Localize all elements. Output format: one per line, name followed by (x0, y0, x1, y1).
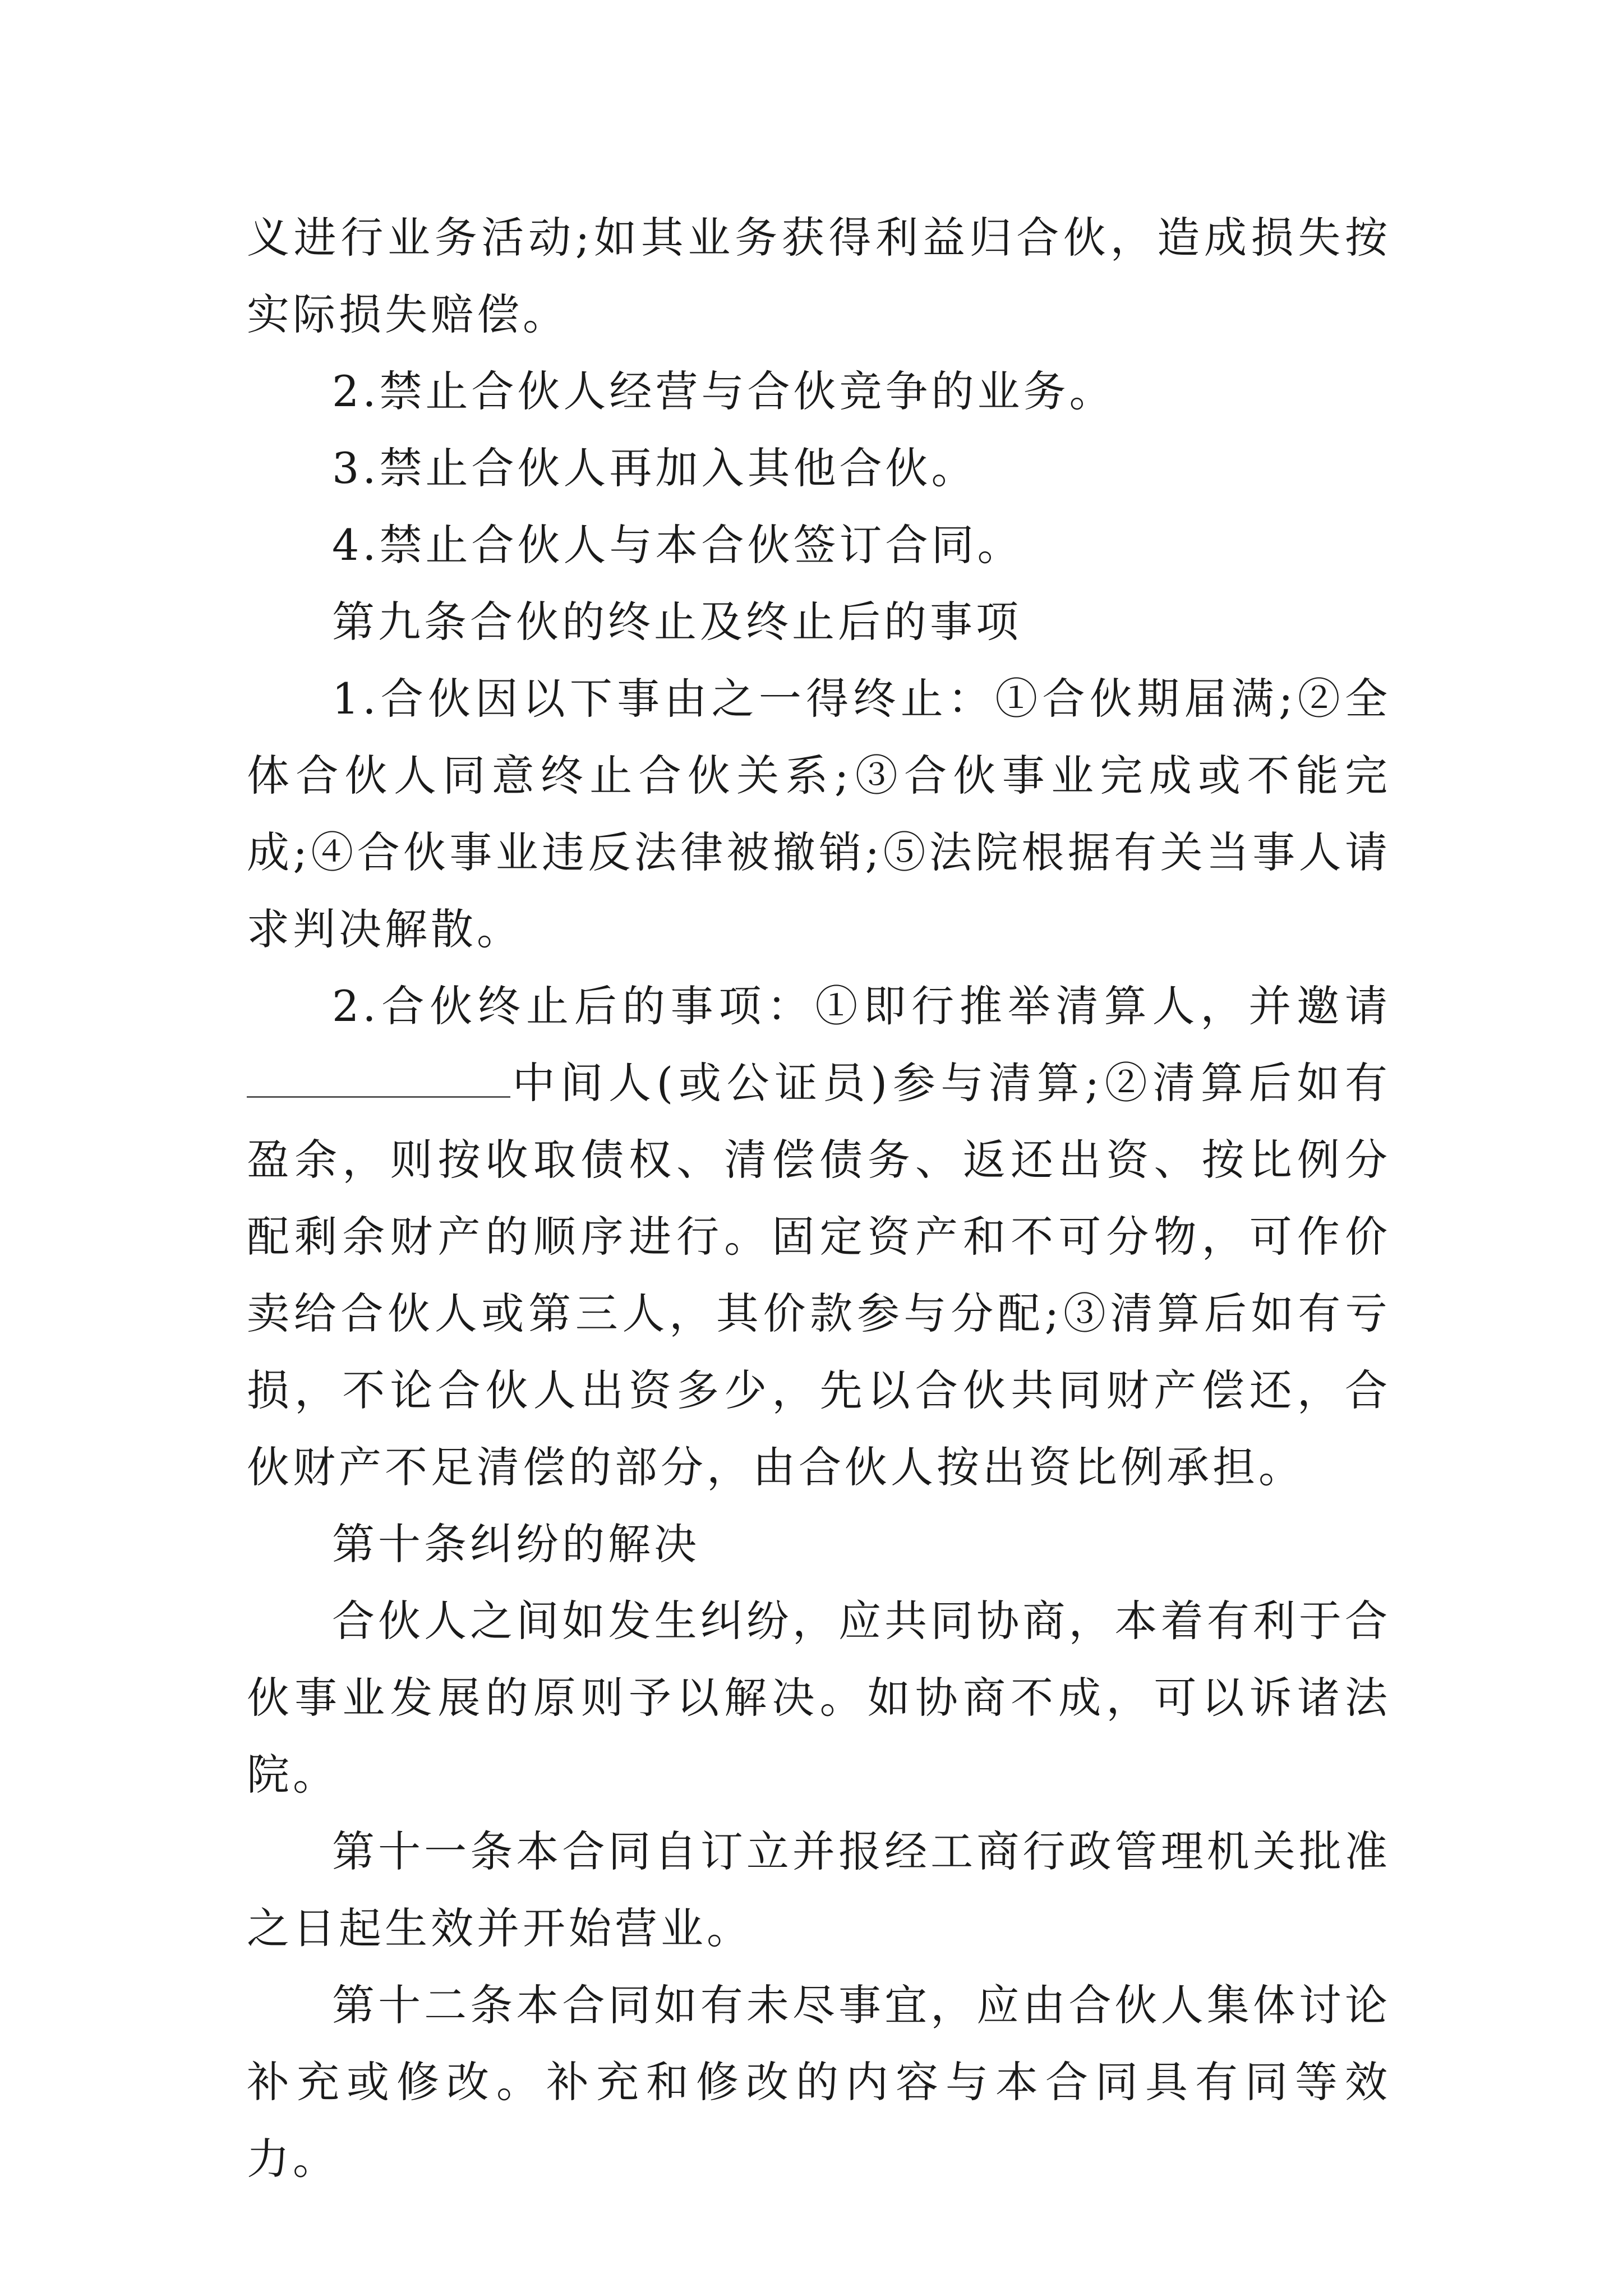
paragraph-article-11-effectiveness: 第十一条本合同自订立并报经工商行政管理机关批准之日起生效并开始营业。 (247, 1826, 1391, 1953)
document-body (247, 199, 1391, 2197)
paragraph-clause-2-no-competing-business: 2.禁止合伙人经营与合伙竞争的业务。 (332, 366, 1115, 416)
paragraph-post-termination-matters (247, 968, 1391, 1506)
fill-in-blank-line (247, 1091, 510, 1098)
paragraph-termination-causes: 1.合伙因以下事由之一得终止：①合伙期届满;②全体合伙人同意终止合伙关系;③合伙事业完成或不能完成;④合伙事业违反法律被撤销;⑤法院根据有关当事人请求判决解散。 (247, 674, 1391, 954)
post-termination-intro: 2.合伙终止后的事项：①即行推举清算人，并邀请 (332, 981, 1391, 1031)
post-termination-body: 中间人(或公证员)参与清算;②清算后如有盈余，则按收取债权、清偿债务、返还出资、按比例分配剩余财产的顺序进行。固定资产和不可分物，可作价卖给合伙人或第三人，其价款参与分配;③清算后如有亏损，不论合伙人出资多少，先以合伙共同财产偿还，合伙财产不足清偿的部分，由合伙人按出资比例承担。 (247, 1058, 1391, 1492)
paragraph-article-12-amendments: 第十二条本合同如有未尽事宜，应由合伙人集体讨论补充或修改。补充和修改的内容与本合同具有同等效力。 (247, 1980, 1391, 2184)
paragraph-liability-continuation: 义进行业务活动;如其业务获得利益归合伙，造成损失按实际损失赔偿。 (247, 213, 1391, 339)
paragraph-dispute-resolution: 合伙人之间如发生纠纷，应共同协商，本着有利于合伙事业发展的原则予以解决。如协商不成，可以诉诸法院。 (247, 1596, 1391, 1800)
heading-article-9: 第九条合伙的终止及终止后的事项 (332, 597, 1022, 647)
heading-article-10: 第十条纠纷的解决 (332, 1519, 700, 1569)
paragraph-clause-4-no-self-contract: 4.禁止合伙人与本合伙签订合同。 (332, 520, 1023, 570)
paragraph-clause-3-no-other-partnership: 3.禁止合伙人再加入其他合伙。 (332, 443, 978, 493)
